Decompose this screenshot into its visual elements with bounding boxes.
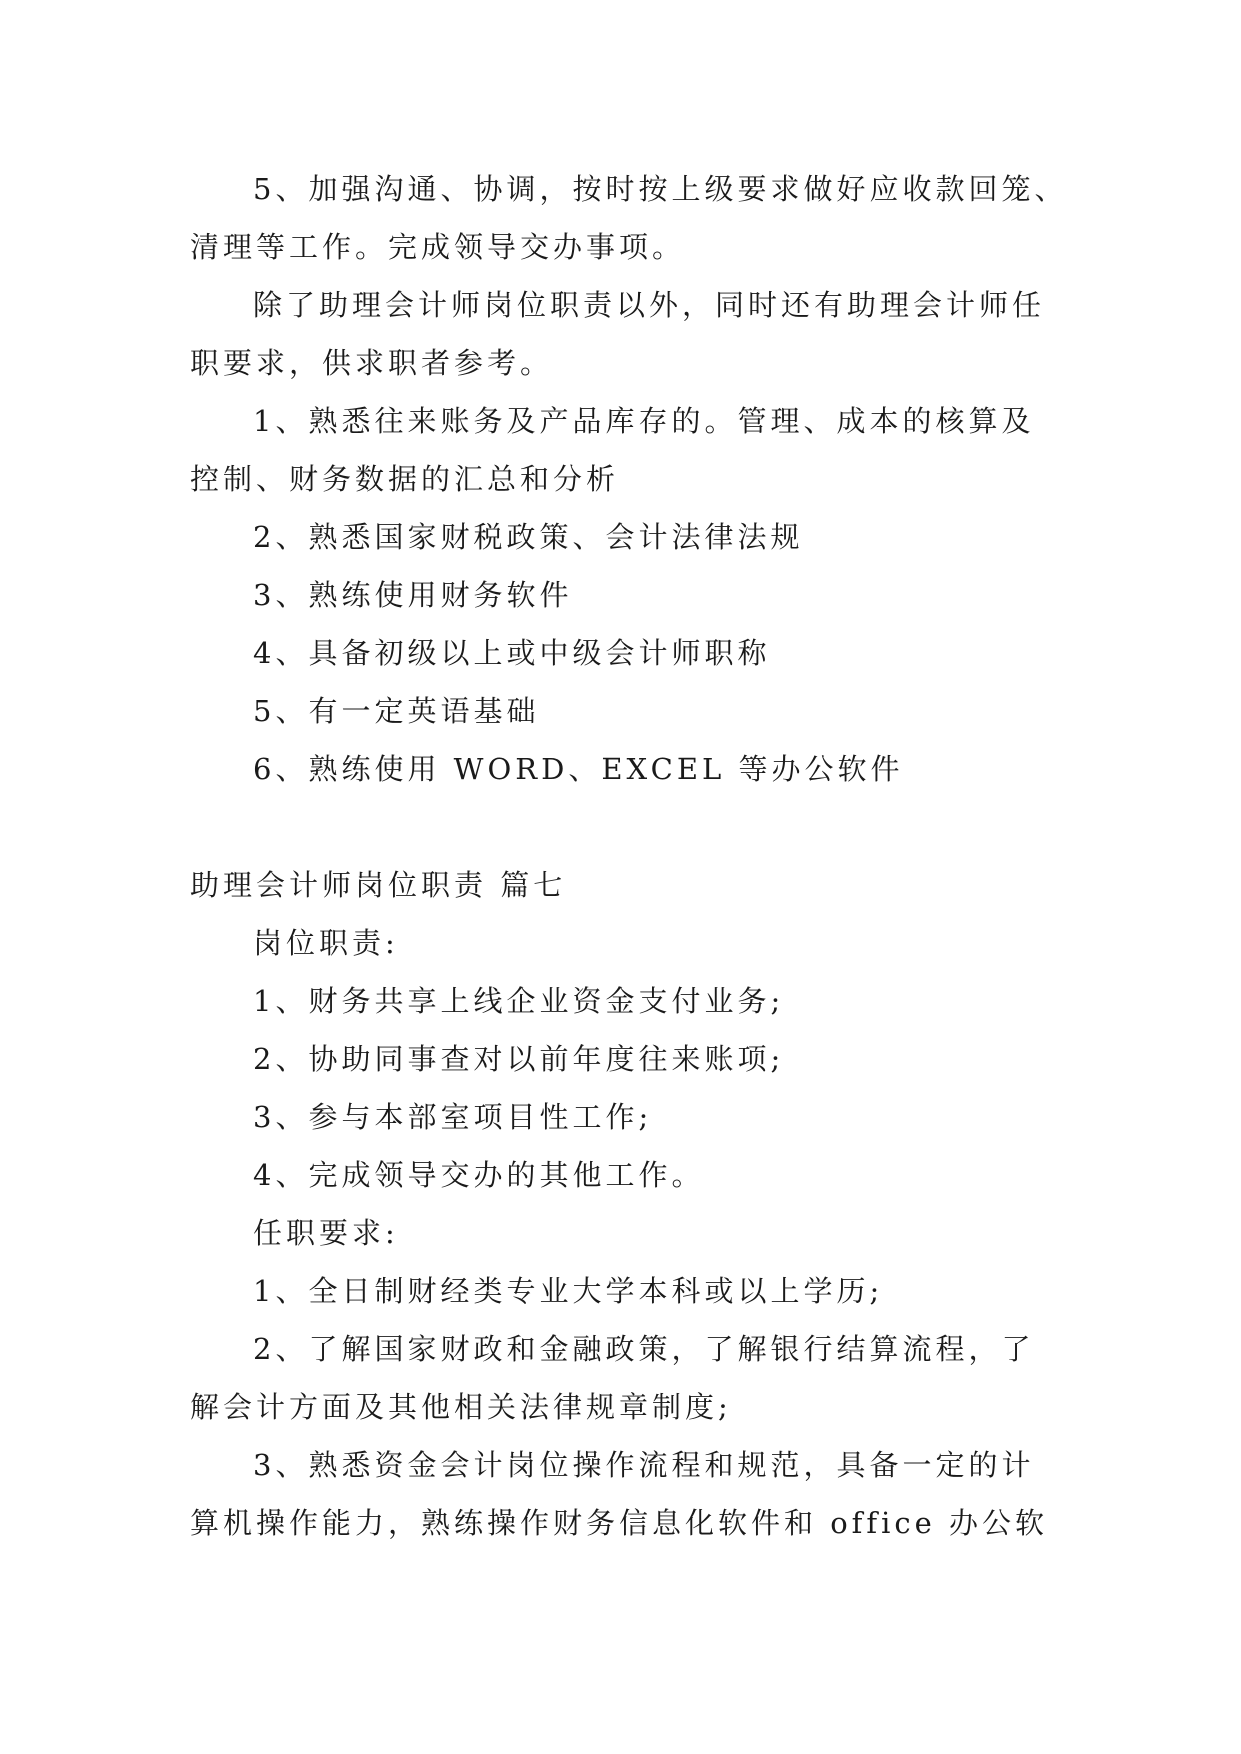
paragraph-line: 4、具备初级以上或中级会计师职称 — [253, 636, 771, 670]
paragraph-line: 岗位职责: — [253, 926, 399, 960]
paragraph-line: 控制、财务数据的汇总和分析 — [190, 462, 620, 496]
paragraph-line: 1、财务共享上线企业资金支付业务; — [253, 984, 785, 1018]
paragraph-line: 5、加强沟通、协调，按时按上级要求做好应收款回笼、 — [253, 172, 1068, 206]
paragraph-block-bottom — [190, 914, 1070, 1552]
paragraph-line: 5、有一定英语基础 — [253, 694, 540, 728]
section-title: 助理会计师岗位职责 篇七 — [190, 868, 567, 902]
paragraph-line: 2、了解国家财政和金融政策，了解银行结算流程，了 — [253, 1332, 1035, 1366]
paragraph-line: 3、参与本部室项目性工作; — [253, 1100, 653, 1134]
paragraph-line: 3、熟悉资金会计岗位操作流程和规范，具备一定的计 — [253, 1448, 1035, 1482]
paragraph-block-top — [190, 160, 1070, 798]
paragraph-line: 算机操作能力，熟练操作财务信息化软件和 office 办公软 — [190, 1506, 1049, 1540]
paragraph-line: 2、熟悉国家财税政策、会计法律法规 — [253, 520, 804, 554]
paragraph-line: 任职要求: — [253, 1216, 399, 1250]
paragraph-line: 6、熟练使用 WORD、EXCEL 等办公软件 — [253, 752, 904, 786]
paragraph-line: 除了助理会计师岗位职责以外，同时还有助理会计师任 — [253, 288, 1046, 322]
document-body — [190, 160, 1070, 1552]
paragraph-line: 解会计方面及其他相关法律规章制度; — [190, 1390, 732, 1424]
paragraph-line: 职要求，供求职者参考。 — [190, 346, 554, 380]
section-spacer — [190, 798, 1070, 856]
paragraph-line: 1、全日制财经类专业大学本科或以上学历; — [253, 1274, 884, 1308]
paragraph-line: 4、完成领导交办的其他工作。 — [253, 1158, 705, 1192]
paragraph-line: 2、协助同事查对以前年度往来账项; — [253, 1042, 785, 1076]
paragraph-line: 3、熟练使用财务软件 — [253, 578, 573, 612]
paragraph-line: 1、熟悉往来账务及产品库存的。管理、成本的核算及 — [253, 404, 1035, 438]
paragraph-line: 清理等工作。完成领导交办事项。 — [190, 230, 686, 264]
